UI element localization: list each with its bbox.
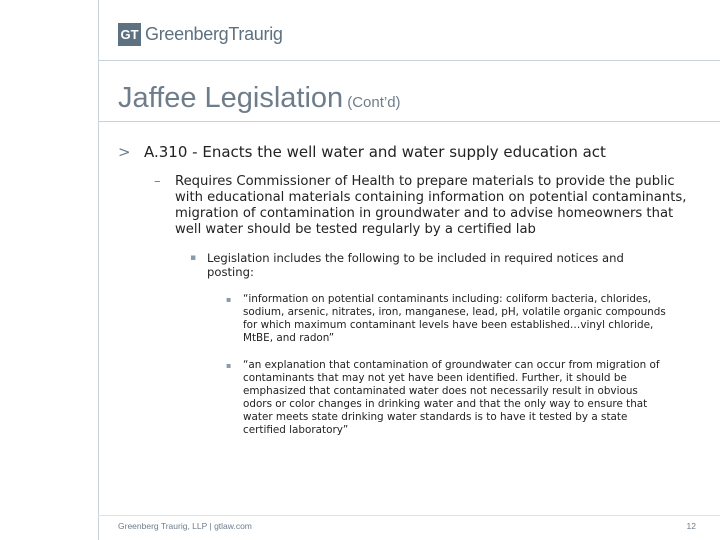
- logo-mark: GT: [118, 23, 141, 46]
- company-logo: [118, 22, 283, 46]
- bullet-level-4-item: [226, 293, 666, 345]
- footer-divider: [98, 515, 720, 516]
- logo-wordmark: GreenbergTraurig: [145, 23, 283, 44]
- bullet-level-4-item: [226, 359, 666, 437]
- dash-bullet-icon: –: [154, 174, 161, 189]
- bullet-level-1-text: A.310 - Enacts the well water and water supply education act: [144, 143, 606, 161]
- footer-firm: Greenberg Traurig, LLP | gtlaw.com: [118, 521, 252, 531]
- bullet-level-3: [190, 251, 660, 279]
- page-number: 12: [686, 521, 696, 531]
- slide-title: [118, 82, 401, 115]
- bullet-level-2-text: Requires Commissioner of Health to prepare materials to provide the public with educational materials containing information on potential contaminants, migration of contamination in groundwater and to advise homeowners that well water should be tested regularly by a certified lab: [175, 174, 687, 237]
- square-bullet-icon: ▪: [226, 361, 232, 370]
- title-divider: [98, 121, 720, 122]
- square-bullet-icon: ▪: [190, 253, 197, 263]
- slide-title-main: Jaffee Legislation: [118, 82, 344, 114]
- left-vertical-rule: [98, 0, 99, 540]
- slide-title-suffix: (Cont’d): [347, 94, 401, 111]
- header-divider: [98, 60, 720, 61]
- bullet-level-2: [154, 174, 699, 238]
- bullet-level-3-text: Legislation includes the following to be included in required notices and posting:: [207, 251, 624, 279]
- bullet-level-4-text: “information on potential contaminants including: coliform bacteria, chlorides, sodium, arsenic, nitrates, iron, manganese, lead, pH, volatile organic compounds for which maximum contaminant levels have been established…vinyl chloride, MtBE, and radon”: [243, 293, 666, 344]
- square-bullet-icon: ▪: [226, 295, 232, 304]
- chevron-bullet-icon: >: [118, 143, 131, 161]
- bullet-level-4-text: “an explanation that contamination of groundwater can occur from migration of contaminants that may not yet have been identified. Further, it should be emphasized that contaminated water does not necessarily result in obvious odors or color changes in drinking water and that the only way to ensure that water meets state drinking water standards is to have it tested by a state certified laboratory”: [243, 359, 660, 436]
